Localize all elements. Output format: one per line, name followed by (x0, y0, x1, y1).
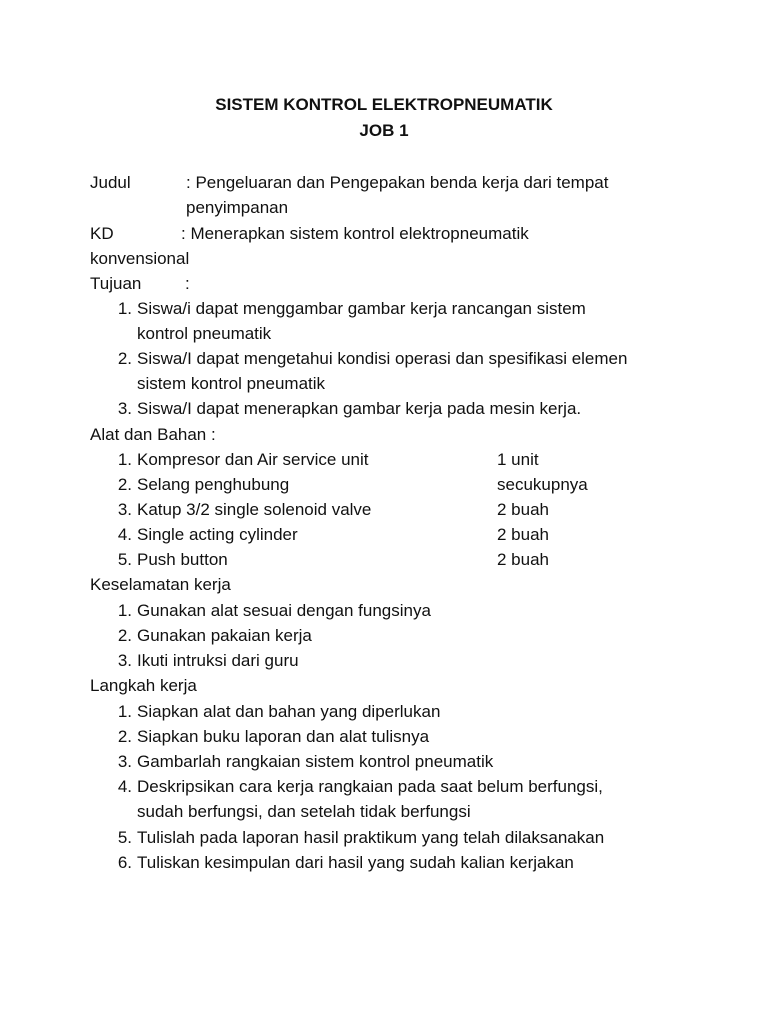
list-item: Siapkan alat dan bahan yang diperlukan (137, 702, 441, 721)
list-item: Gunakan pakaian kerja (137, 626, 312, 645)
judul-label: Judul (90, 173, 131, 192)
list-item-number: 3. (117, 752, 132, 771)
list-item-number: 1. (117, 601, 132, 620)
list-item-number: 3. (117, 399, 132, 418)
list-item: Push button (137, 550, 228, 569)
langkah-label: Langkah kerja (90, 676, 197, 695)
list-item: Selang penghubung (137, 475, 290, 494)
list-item-number: 3. (117, 500, 132, 519)
list-item-number: 6. (117, 853, 132, 872)
list-item: Siswa/i dapat menggambar gambar kerja rancangan sistem (137, 299, 586, 318)
list-item-number: 4. (117, 525, 132, 544)
list-item: Gunakan alat sesuai dengan fungsinya (137, 601, 431, 620)
list-item: Tuliskan kesimpulan dari hasil yang sudah kalian kerjakan (137, 853, 574, 872)
item-quantity: 1 unit (497, 450, 539, 469)
document-title: SISTEM KONTROL ELEKTROPNEUMATIK (215, 95, 553, 114)
alat-bahan-label: Alat dan Bahan : (90, 425, 216, 444)
item-quantity: 2 buah (497, 550, 549, 569)
judul-value-line1: : Pengeluaran dan Pengepakan benda kerja dari tempat (186, 173, 609, 192)
list-item: Siswa/I dapat menerapkan gambar kerja pada mesin kerja. (137, 399, 582, 418)
list-item-number: 2. (117, 626, 132, 645)
list-item-number: 1. (117, 299, 132, 318)
list-item-number: 5. (117, 550, 132, 569)
list-item: Siswa/I dapat mengetahui kondisi operasi dan spesifikasi elemen (137, 349, 628, 368)
judul-value-line2: penyimpanan (186, 198, 289, 217)
list-item-number: 5. (117, 828, 132, 847)
list-item-number: 4. (117, 777, 132, 796)
kd-value-line1: : Menerapkan sistem kontrol elektropneumatik (181, 224, 529, 243)
list-item-continued: sudah berfungsi, dan setelah tidak berfungsi (137, 802, 471, 821)
list-item-number: 1. (117, 702, 132, 721)
kd-label: KD (90, 224, 114, 243)
document-subtitle: JOB 1 (359, 121, 409, 140)
list-item-number: 2. (117, 475, 132, 494)
list-item-continued: sistem kontrol pneumatik (137, 374, 326, 393)
list-item-continued: kontrol pneumatik (137, 324, 272, 343)
list-item: Tulislah pada laporan hasil praktikum yang telah dilaksanakan (137, 828, 605, 847)
list-item: Single acting cylinder (137, 525, 298, 544)
list-item: Gambarlah rangkaian sistem kontrol pneumatik (137, 752, 494, 771)
list-item-number: 2. (117, 727, 132, 746)
kd-value-line2: konvensional (90, 249, 190, 268)
tujuan-colon: : (185, 274, 190, 293)
list-item: Deskripsikan cara kerja rangkaian pada saat belum berfungsi, (137, 777, 603, 796)
list-item-number: 2. (117, 349, 132, 368)
tujuan-label: Tujuan (90, 274, 142, 293)
list-item: Katup 3/2 single solenoid valve (137, 500, 372, 519)
item-quantity: 2 buah (497, 525, 549, 544)
list-item: Ikuti intruksi dari guru (137, 651, 299, 670)
item-quantity: secukupnya (497, 475, 588, 494)
keselamatan-label: Keselamatan kerja (90, 575, 231, 594)
list-item: Siapkan buku laporan dan alat tulisnya (137, 727, 430, 746)
list-item-number: 1. (117, 450, 132, 469)
list-item-number: 3. (117, 651, 132, 670)
item-quantity: 2 buah (497, 500, 549, 519)
list-item: Kompresor dan Air service unit (137, 450, 369, 469)
